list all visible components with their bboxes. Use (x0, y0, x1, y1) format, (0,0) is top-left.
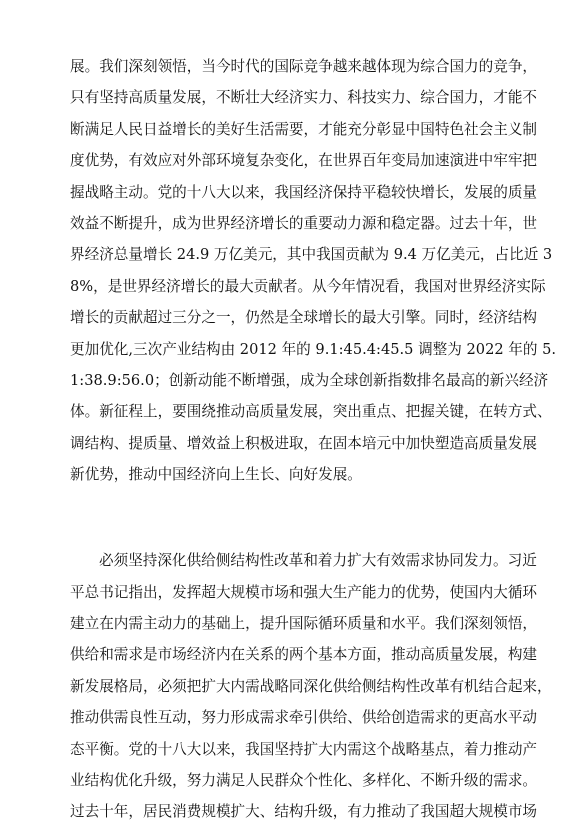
text-line: 建立在内需主动力的基础上，提升国际循环质量和水平。我们深刻领悟， (70, 615, 538, 632)
text-line: 效益不断提升，成为世界经济增长的重要动力源和稳定器。过去十年，世 (70, 215, 538, 232)
text-line: 体。新征程上，要围绕推动高质量发展，突出重点、把握关键，在转方式、 (70, 403, 552, 421)
text-line: 平总书记指出，发挥超大规模市场和强大生产能力的优势，使国内大循环 (70, 583, 538, 601)
text-line: 态平衡。党的十八大以来，我国坚持扩大内需这个战略基点，着力推动产 (70, 740, 538, 758)
text-line: 调结构、提质量、增效益上积极进取，在固本培元中加快塑造高质量发展 (70, 434, 538, 452)
text-line: 界经济总量增长 24.9 万亿美元，其中我国贡献为 9.4 万亿美元，占比近 3 (70, 246, 553, 264)
text-line: 过去十年，居民消费规模扩大、结构升级，有力推动了我国超大规模市场 (70, 803, 538, 820)
text-line: 增长的贡献超过三分之一，仍然是全球增长的最大引擎。同时，经济结构 (70, 309, 538, 327)
text-line: 必须坚持深化供给侧结构性改革和着力扩大有效需求协同发力。习近 (99, 552, 537, 570)
text-line: 推动供需良性互动，努力形成需求牵引供给、供给创造需求的更高水平动 (70, 709, 538, 727)
text-line: 握战略主动。党的十八大以来，我国经济保持平稳较快增长，发展的质量 (70, 183, 538, 201)
text-line: 度优势，有效应对外部环境复杂变化，在世界百年变局加速演进中牢牢把 (70, 152, 538, 170)
text-line: 1:38.9:56.0；创新动能不断增强，成为全球创新指数排名最高的新兴经济 (70, 372, 549, 389)
text-line: 供给和需求是市场经济内在关系的两个基本方面，推动高质量发展，构建 (70, 646, 538, 664)
text-line: 新发展格局，必须把扩大内需战略同深化供给侧结构性改革有机结合起来， (70, 677, 552, 695)
text-line: 展。我们深刻领悟，当今时代的国际竞争越来越体现为综合国力的竞争， (70, 58, 538, 75)
text-line: 只有坚持高质量发展，不断壮大经济实力、科技实力、综合国力，才能不 (70, 89, 538, 107)
text-line: 新优势，推动中国经济向上生长、向好发展。 (70, 466, 362, 484)
text-line: 断满足人民日益增长的美好生活需要，才能充分彰显中国特色社会主义制 (70, 120, 538, 138)
text-line: 业结构优化升级，努力满足人民群众个性化、多样化、不断升级的需求。 (70, 772, 538, 789)
text-line: 更加优化,三次产业结构由 2012 年的 9.1:45.4:45.5 调整为 2022 年的 5. (70, 340, 557, 358)
text-line: 8%，是世界经济增长的最大贡献者。从今年情况看，我国对世界经济实际 (70, 277, 546, 295)
